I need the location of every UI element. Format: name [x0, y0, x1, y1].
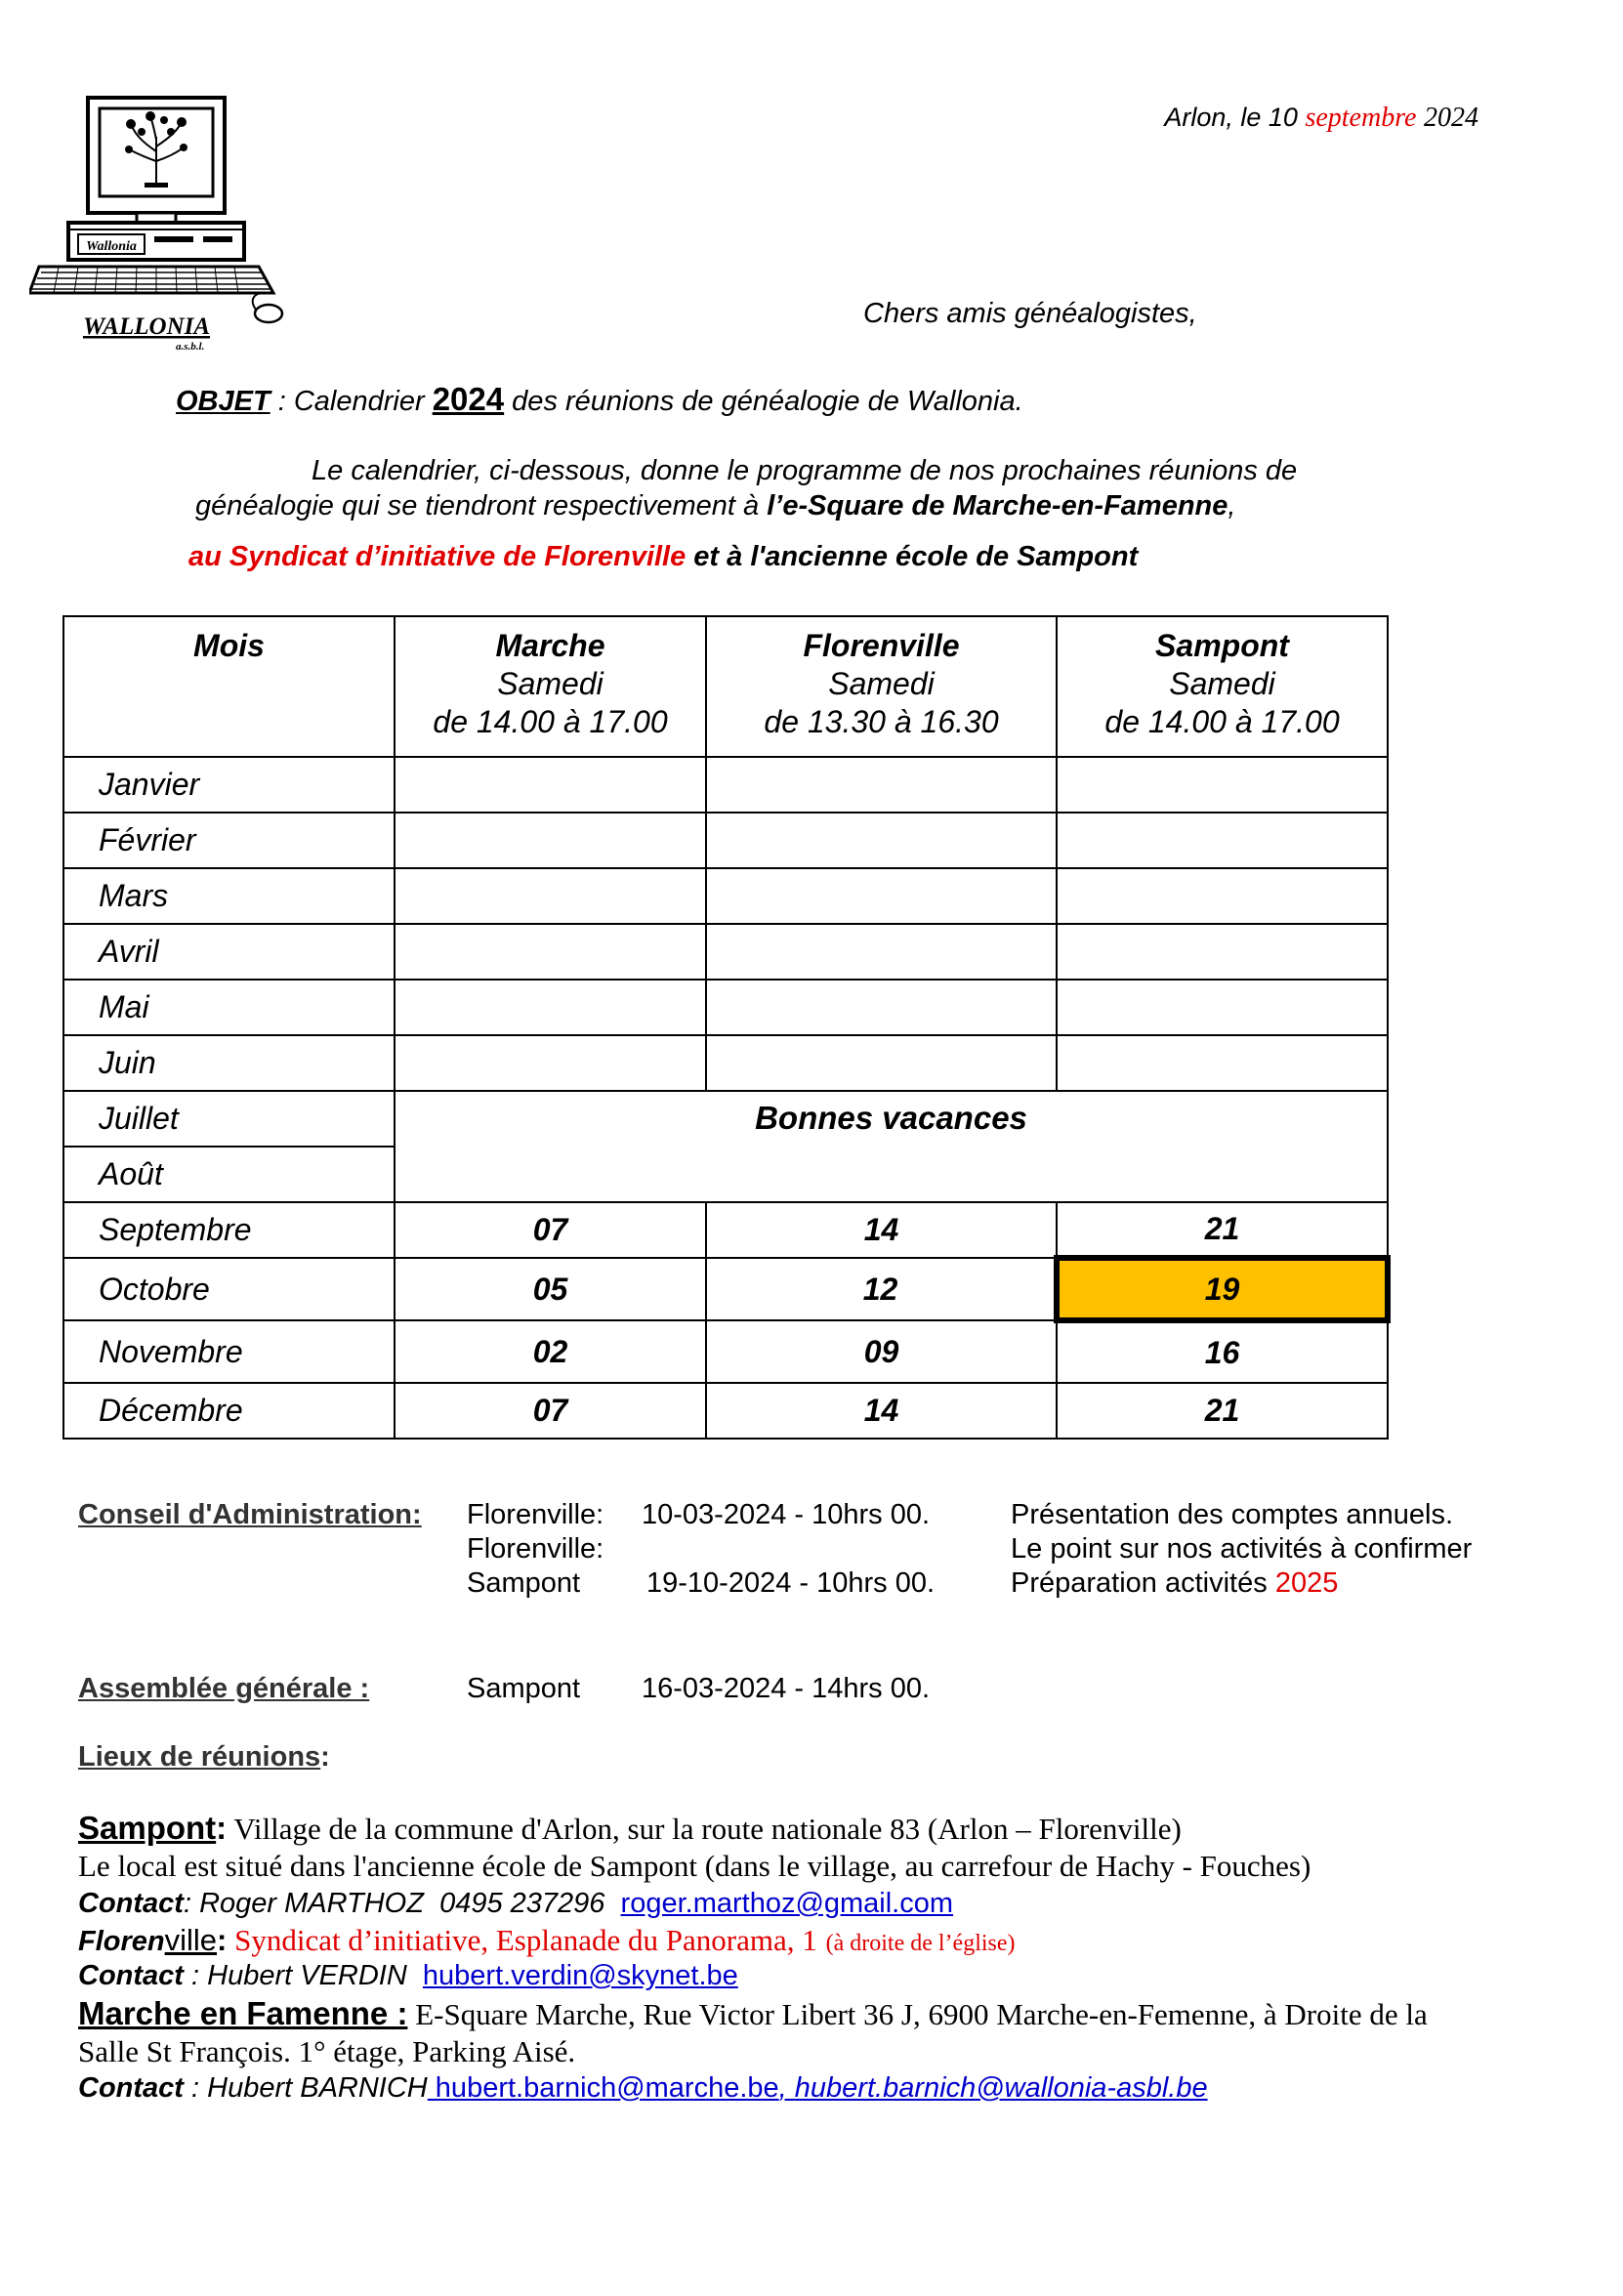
header-florenville: Florenville Samedi de 13.30 à 16.30	[706, 616, 1057, 757]
table-row	[63, 924, 1388, 980]
intro-sampont: et à l'ancienne école de Sampont	[686, 541, 1139, 572]
conseil-label: Conseil d'Administration:	[78, 1499, 422, 1530]
lieux-label: Lieux de réunions:	[78, 1741, 330, 1773]
sampont-contact: Contact: Roger MARTHOZ 0495 237296 roger.marthoz@gmail.com	[78, 1888, 954, 1919]
computer-logo-icon	[29, 93, 295, 355]
table-row	[63, 1383, 1388, 1439]
sampont-line-2: Le local est situé dans l'ancienne école de Sampont (dans le village, au carrefour de Hachy - Fouches)	[78, 1849, 1311, 1883]
date-cell-florenville: 09	[706, 1320, 1057, 1383]
conseil-desc-3: Préparation activités 2025	[1011, 1567, 1339, 1599]
date-cell-marche: 02	[395, 1320, 706, 1383]
conseil-place-1: Florenville:	[467, 1499, 604, 1530]
date-cell-sampont: 16	[1057, 1320, 1388, 1383]
vacation-cell: Bonnes vacances	[395, 1091, 1388, 1202]
intro-esquare: l’e-Square de Marche-en-Famenne	[767, 490, 1228, 522]
header-mois: Mois	[63, 616, 395, 757]
svg-text:a.s.b.l.: a.s.b.l.	[176, 341, 205, 353]
highlighted-date-cell: 19	[1057, 1258, 1388, 1320]
conseil-date-3: 19-10-2024 - 10hrs 00.	[646, 1567, 936, 1599]
objet-label: OBJET	[176, 386, 270, 417]
intro-syndicat: au Syndicat d’initiative de Florenville	[188, 541, 687, 572]
date-month: septembre	[1305, 103, 1417, 133]
svg-text:WALLONIA: WALLONIA	[82, 313, 211, 340]
florenville-note: (à droite de l’église)	[825, 1931, 1016, 1956]
table-row	[63, 868, 1388, 924]
date-cell-florenville: 14	[706, 1383, 1057, 1439]
conseil-date-1: 10-03-2024 - 10hrs 00.	[642, 1499, 931, 1530]
intro-line-3	[188, 541, 1138, 573]
sampont-name: Sampont	[78, 1810, 217, 1846]
month-cell: Juin	[63, 1035, 395, 1091]
table-row	[63, 1320, 1388, 1383]
table-row	[63, 1202, 1388, 1258]
conseil-year-2025: 2025	[1274, 1567, 1339, 1599]
month-cell: Mars	[63, 868, 395, 924]
calendar-table	[62, 615, 1391, 1440]
objet-text-before: : Calendrier	[270, 386, 433, 417]
table-header-row	[63, 616, 1388, 757]
month-cell: Décembre	[63, 1383, 395, 1439]
month-cell: Février	[63, 813, 395, 868]
sampont-email-link[interactable]: roger.marthoz@gmail.com	[620, 1888, 954, 1919]
date-line	[1164, 103, 1478, 134]
florenville-contact: Contact : Hubert VERDIN hubert.verdin@skynet.be	[78, 1960, 738, 1991]
marche-line-1: Marche en Famenne : E-Square Marche, Rue Victor Libert 36 J, 6900 Marche-en-Femenne, à Droite de la	[78, 1995, 1428, 2031]
date-cell-sampont: 21	[1057, 1383, 1388, 1439]
table-row	[63, 980, 1388, 1035]
date-cell-sampont: 21	[1057, 1202, 1388, 1258]
month-cell: Août	[63, 1147, 395, 1202]
month-cell: Octobre	[63, 1258, 395, 1320]
table-row	[63, 757, 1388, 813]
month-cell: Novembre	[63, 1320, 395, 1383]
conseil-desc-2: Le point sur nos activités à confirmer	[1011, 1533, 1473, 1565]
marche-email-link-1[interactable]: hubert.barnich@marche.be	[427, 2072, 779, 2104]
date-year: 2024	[1424, 103, 1478, 133]
svg-text:Wallonia: Wallonia	[86, 239, 137, 254]
header-sampont: Sampont Samedi de 14.00 à 17.00	[1057, 616, 1388, 757]
marche-name: Marche en Famenne :	[78, 1995, 408, 2031]
date-cell-florenville: 12	[706, 1258, 1057, 1320]
objet-line	[176, 381, 1023, 418]
greeting: Chers amis généalogistes,	[863, 298, 1197, 329]
marche-contact: Contact : Hubert BARNICH hubert.barnich@marche.be, hubert.barnich@wallonia-asbl.be	[78, 2072, 1208, 2104]
date-cell-marche: 05	[395, 1258, 706, 1320]
objet-text-after: des réunions de généalogie de Wallonia.	[504, 386, 1023, 417]
marche-email-link-2[interactable]: hubert.barnich@wallonia-asbl.be	[794, 2072, 1208, 2104]
month-cell: Janvier	[63, 757, 395, 813]
assemblee-label: Assemblée générale :	[78, 1673, 370, 1704]
date-cell-marche: 07	[395, 1202, 706, 1258]
wallonia-logo	[29, 93, 295, 355]
sampont-line-1: Sampont: Village de la commune d'Arlon, sur la route nationale 83 (Arlon – Florenville)	[78, 1810, 1182, 1846]
month-cell: Septembre	[63, 1202, 395, 1258]
intro-line-2	[195, 490, 1235, 522]
objet-year: 2024	[432, 381, 505, 417]
month-cell: Juillet	[63, 1091, 395, 1147]
month-cell: Avril	[63, 924, 395, 980]
table-row	[63, 1258, 1388, 1320]
table-row	[63, 813, 1388, 868]
marche-line-2: Salle St François. 1° étage, Parking Aisé.	[78, 2034, 576, 2068]
header-marche: Marche Samedi de 14.00 à 17.00	[395, 616, 706, 757]
table-row	[63, 1091, 1388, 1147]
table-row	[63, 1035, 1388, 1091]
conseil-place-3: Sampont	[467, 1567, 581, 1599]
date-cell-florenville: 14	[706, 1202, 1057, 1258]
conseil-place-2: Florenville:	[467, 1533, 604, 1565]
intro-line-2-end: ,	[1228, 490, 1236, 522]
date-prefix: Arlon, le 10	[1164, 103, 1298, 132]
conseil-desc-1: Présentation des comptes annuels.	[1011, 1499, 1453, 1530]
date-cell-marche: 07	[395, 1383, 706, 1439]
assemblee-place: Sampont	[467, 1673, 581, 1704]
intro-line-1: Le calendrier, ci-dessous, donne le programme de nos prochaines réunions de	[312, 455, 1298, 486]
intro-line-2-start: généalogie qui se tiendront respectivement à	[195, 490, 768, 522]
florenville-email-link[interactable]: hubert.verdin@skynet.be	[422, 1960, 738, 1991]
month-cell: Mai	[63, 980, 395, 1035]
assemblee-date: 16-03-2024 - 14hrs 00.	[642, 1673, 931, 1704]
florenville-line: Florenville: Syndicat d’initiative, Esplanade du Panorama, 1 (à droite de l’église)	[78, 1923, 1016, 1957]
